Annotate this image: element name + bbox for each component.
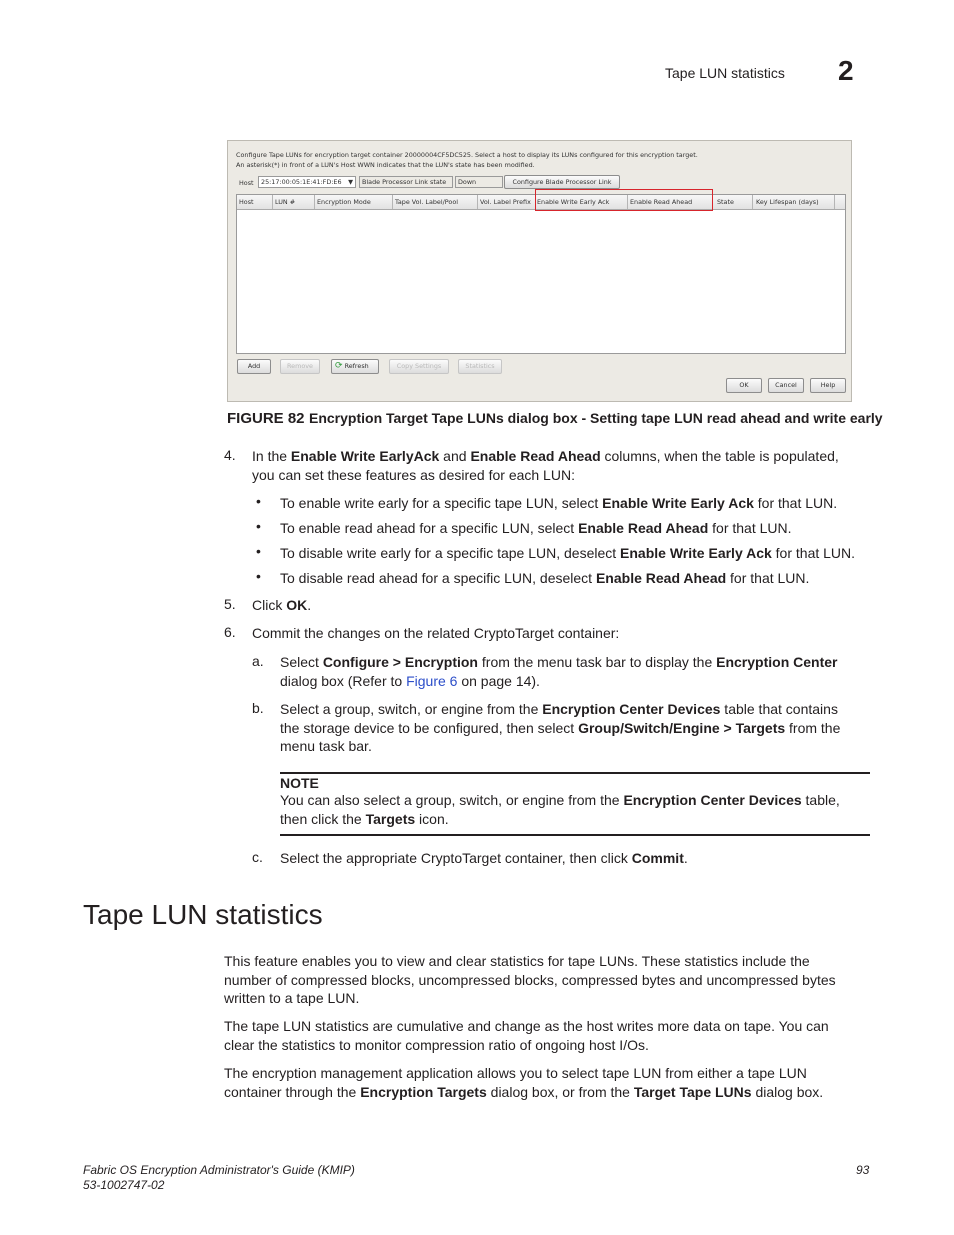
substep-letter: c. <box>252 849 263 865</box>
add-button[interactable]: Add <box>237 359 271 374</box>
text: Select the appropriate CryptoTarget container, then click <box>280 850 632 866</box>
bullet: • <box>256 568 261 584</box>
text: dialog box. <box>751 1084 824 1100</box>
note-top-rule <box>280 772 870 774</box>
figure-caption: Encryption Target Tape LUNs dialog box - Setting tape LUN read ahead and write early <box>309 410 883 426</box>
text: from the menu task bar to display the <box>478 654 717 670</box>
paragraph-line: number of compressed blocks, uncompressed blocks, compressed bytes and uncompressed bytes <box>224 972 836 988</box>
text: columns, when the table is populated, <box>600 448 839 464</box>
bullet: • <box>256 543 261 559</box>
ui-term: Enable Read Ahead <box>470 448 601 464</box>
paragraph-line: This feature enables you to view and clear statistics for tape LUNs. These statistics include the <box>224 953 810 969</box>
paragraph-line: written to a tape LUN. <box>224 990 360 1006</box>
bullet-item <box>280 544 855 563</box>
step6-text: Commit the changes on the related CryptoTarget container: <box>252 625 620 641</box>
ui-term: Commit <box>631 850 684 866</box>
bullet-item <box>280 494 837 513</box>
step-number: 5. <box>224 596 236 612</box>
blade-state-value: Down <box>455 176 503 188</box>
bullet: • <box>256 518 261 534</box>
text: To disable read ahead for a specific LUN, deselect <box>280 570 596 586</box>
ui-term: Configure > Encryption <box>322 654 478 670</box>
help-button[interactable]: Help <box>810 378 846 393</box>
paragraph-line: clear the statistics to monitor compression ratio of ongoing host I/Os. <box>224 1037 649 1053</box>
text: To enable write early for a specific tape LUN, select <box>280 495 603 511</box>
step4-line2: you can set these features as desired for each LUN: <box>252 467 575 483</box>
tape-luns-dialog-screenshot <box>227 140 852 402</box>
col-tape-vol-label[interactable]: Tape Vol. Label/Pool <box>395 198 459 206</box>
copy-settings-button[interactable]: Copy Settings <box>389 359 449 374</box>
luns-table[interactable] <box>236 194 846 354</box>
note-label: NOTE <box>280 775 319 791</box>
ui-term: Encryption Targets <box>360 1084 487 1100</box>
text: Select <box>280 654 323 670</box>
ui-term: Group/Switch/Engine > Targets <box>578 720 786 736</box>
blade-state-label: Blade Processor Link state <box>359 176 453 188</box>
footer-page-number: 93 <box>856 1163 870 1177</box>
ui-term: Target Tape LUNs <box>633 1084 752 1100</box>
column-divider <box>392 195 393 209</box>
chevron-down-icon: ▼ <box>348 178 353 186</box>
remove-button[interactable]: Remove <box>280 359 320 374</box>
note-line1 <box>280 791 840 810</box>
paragraph-line: The encryption management application allows you to select tape LUN from either a tape LUN <box>224 1065 807 1081</box>
host-label: Host <box>239 179 254 187</box>
highlight-box <box>535 189 713 211</box>
substep-letter: b. <box>252 700 264 716</box>
col-lun[interactable]: LUN # <box>275 198 296 206</box>
text: dialog box, or from the <box>486 1084 634 1100</box>
substep-b-line1 <box>280 700 838 719</box>
bullet-item <box>280 519 792 538</box>
ui-term: OK <box>286 597 308 613</box>
text: To enable read ahead for a specific LUN, select <box>280 520 579 536</box>
substep-b-line2 <box>280 719 840 738</box>
step-number: 6. <box>224 624 236 640</box>
figure-link[interactable]: Figure 6 <box>406 673 458 689</box>
column-divider <box>834 195 835 209</box>
substep-b-line3: menu task bar. <box>280 738 372 754</box>
col-key-lifespan[interactable]: Key Lifespan (days) <box>756 198 819 206</box>
refresh-button[interactable] <box>331 359 379 374</box>
ui-term: Enable Write EarlyAck <box>290 448 440 464</box>
text: for that LUN. <box>771 545 856 561</box>
text: container through the <box>224 1084 361 1100</box>
col-host[interactable]: Host <box>239 198 254 206</box>
text: the storage device to be configured, then select <box>280 720 579 736</box>
refresh-icon: ⟳ <box>335 361 343 371</box>
column-divider <box>314 195 315 209</box>
refresh-button-label: Refresh <box>344 362 369 370</box>
ui-term: Enable Write Early Ack <box>620 545 772 561</box>
step4-line1 <box>252 447 839 466</box>
text: then click the <box>280 811 366 827</box>
host-select-value: 25:17:00:05:1E:41:FD:E6 <box>261 178 342 186</box>
text: for that LUN. <box>708 520 792 536</box>
running-header-title: Tape LUN statistics <box>665 65 785 81</box>
bullet: • <box>256 493 261 509</box>
text: Click <box>252 597 287 613</box>
section-heading: Tape LUN statistics <box>83 899 323 930</box>
col-enable-read-ahead[interactable]: Enable Read Ahead <box>630 198 693 206</box>
col-state[interactable]: State <box>717 198 734 206</box>
footer-doc-title: Fabric OS Encryption Administrator's Guide (KMIP) <box>83 1163 355 1177</box>
text: on page 14). <box>457 673 540 689</box>
text: dialog box (Refer to <box>280 673 407 689</box>
statistics-button[interactable]: Statistics <box>458 359 502 374</box>
substep-c-text <box>280 849 688 868</box>
figure-label: FIGURE 82 <box>227 410 305 427</box>
column-divider <box>477 195 478 209</box>
paragraph-line <box>224 1083 823 1102</box>
text: icon. <box>415 811 449 827</box>
text: You can also select a group, switch, or engine from the <box>280 792 624 808</box>
dialog-intro-line2: An asterisk(*) in front of a LUN's Host WWN indicates that the LUN's state has been modified. <box>236 161 535 169</box>
text: table that contains <box>720 701 838 717</box>
col-enable-write-early-ack[interactable]: Enable Write Early Ack <box>537 198 610 206</box>
ui-term: Encryption Center <box>716 654 838 670</box>
ui-term: Enable Write Early Ack <box>602 495 754 511</box>
dialog-intro-line1: Configure Tape LUNs for encryption target container 20000004CF5DC525. Select a host to display its LUNs configured for this encryption target. <box>236 151 698 159</box>
ui-term: Targets <box>365 811 416 827</box>
text: . <box>683 850 688 866</box>
text: and <box>439 448 471 464</box>
column-divider <box>272 195 273 209</box>
col-vol-label-prefix[interactable]: Vol. Label Prefix <box>480 198 531 206</box>
ok-button[interactable]: OK <box>726 378 762 393</box>
host-select[interactable] <box>258 176 356 188</box>
column-divider <box>752 195 753 209</box>
substep-a-line1 <box>280 653 837 672</box>
text: In the <box>252 448 291 464</box>
text: To disable write early for a specific tape LUN, deselect <box>280 545 621 561</box>
footer-doc-number: 53-1002747-02 <box>83 1178 165 1192</box>
text: for that LUN. <box>753 495 838 511</box>
text: . <box>307 597 312 613</box>
note-bottom-rule <box>280 834 870 836</box>
text: for that LUN. <box>726 570 810 586</box>
text: from the <box>785 720 841 736</box>
note-line2 <box>280 810 449 829</box>
step5-text <box>252 596 311 615</box>
substep-a-line2 <box>280 672 540 691</box>
ui-term: Encryption Center Devices <box>623 792 802 808</box>
text: Select a group, switch, or engine from the <box>280 701 543 717</box>
configure-blade-link-button[interactable]: Configure Blade Processor Link <box>504 175 620 189</box>
substep-letter: a. <box>252 653 264 669</box>
ui-term: Enable Read Ahead <box>595 570 727 586</box>
chapter-number: 2 <box>838 55 854 86</box>
cancel-button[interactable]: Cancel <box>768 378 804 393</box>
col-encryption-mode[interactable]: Encryption Mode <box>317 198 371 206</box>
text: table, <box>801 792 840 808</box>
step-number: 4. <box>224 447 236 463</box>
bullet-item <box>280 569 809 588</box>
paragraph-line: The tape LUN statistics are cumulative and change as the host writes more data on tape. You can <box>224 1018 829 1034</box>
ui-term: Enable Read Ahead <box>578 520 709 536</box>
ui-term: Encryption Center Devices <box>542 701 721 717</box>
